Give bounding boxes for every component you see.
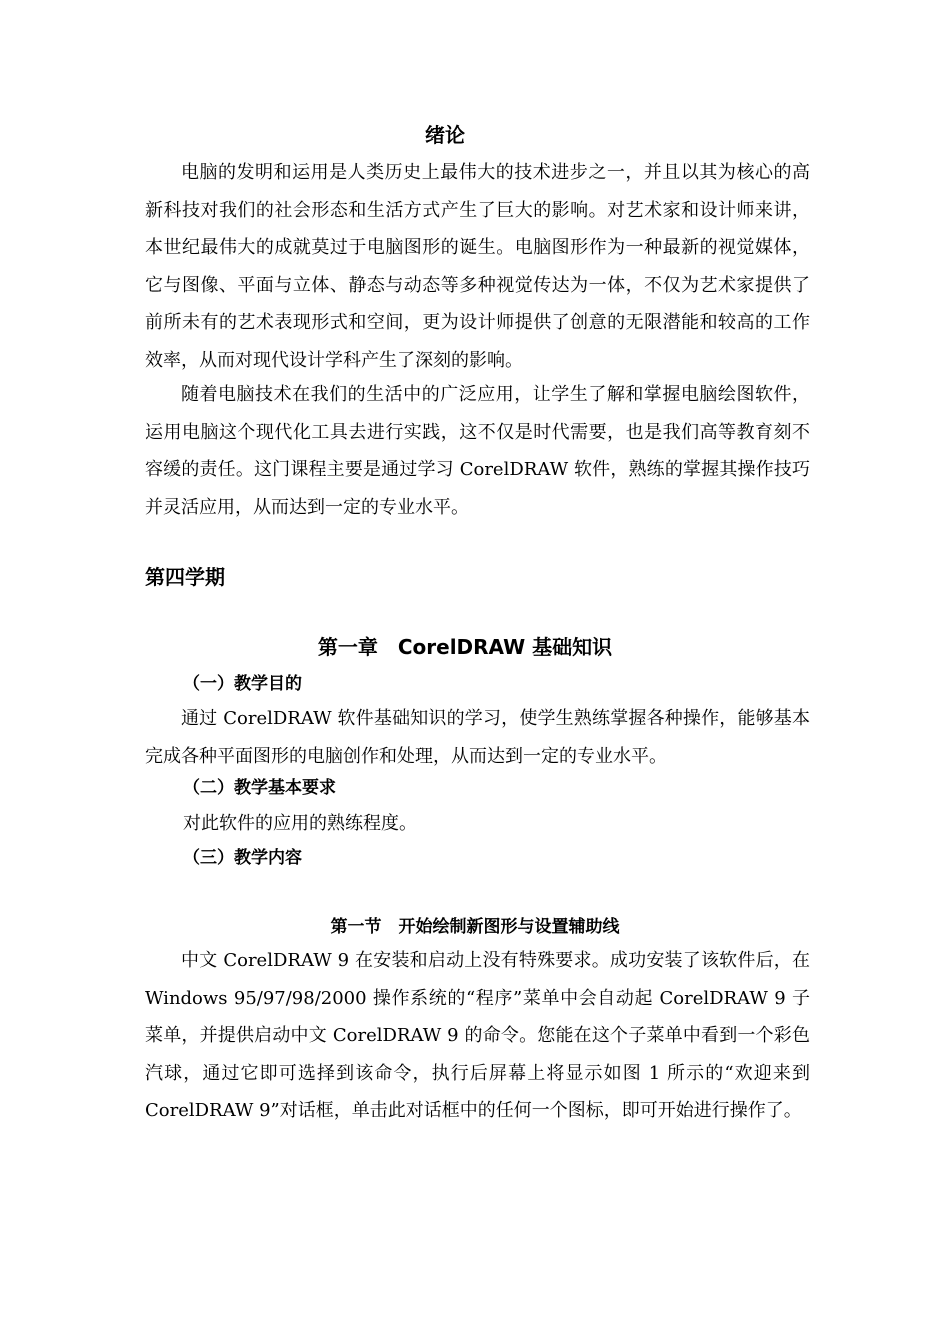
section-body: 中文 CorelDRAW 9 在安装和启动上没有特殊要求。成功安装了该软件后，在 Windows 95/97/98/2000 操作系统的“程序”菜单中会自动起 CorelDRAW 9 子菜单，并提供启动中文 CorelDRAW 9 的命令。您能在这个子菜单中看到一个彩色汽球，通过它即可选择到该命令，执行后屏幕上将显示如图 1 所示的“欢迎来到 CorelDRAW 9”对话框，单击此对话框中的任何一个图标，即可开始进行操作了。 bbox=[145, 950, 810, 1121]
semester-heading: 第四学期 bbox=[145, 565, 225, 589]
intro-paragraph-1: 电脑的发明和运用是人类历史上最伟大的技术进步之一，并且以其为核心的高新科技对我们的社会形态和生活方式产生了巨大的影响。对艺术家和设计师来讲，本世纪最伟大的成就莫过于电脑图形的诞生。电脑图形作为一种最新的视觉媒体，它与图像、平面与立体、静态与动态等多种视觉传达为一体，不仅为艺术家提供了前所未有的艺术表现形式和空间，更为设计师提供了创意的无限潜能和较高的工作效率，从而对现代设计学科产生了深刻的影响。 bbox=[145, 162, 810, 371]
requirement-text: 对此软件的应用的熟练程度。 bbox=[183, 813, 417, 834]
goal-text: 通过 CorelDRAW 软件基础知识的学习，使学生熟练掌握各种操作，能够基本完成各种平面图形的电脑创作和处理，从而达到一定的专业水平。 bbox=[145, 708, 810, 767]
content-heading: （三）教学内容 bbox=[183, 848, 302, 868]
requirement-heading: （二）教学基本要求 bbox=[183, 778, 336, 798]
section-title: 第一节 开始绘制新图形与设置辅助线 bbox=[330, 917, 620, 937]
chapter-title: 第一章 CorelDRAW 基础知识 bbox=[317, 635, 613, 659]
intro-paragraph-2: 随着电脑技术在我们的生活中的广泛应用，让学生了解和掌握电脑绘图软件，运用电脑这个现代化工具去进行实践，这不仅是时代需要，也是我们高等教育刻不容缓的责任。这门课程主要是通过学习 CorelDRAW 软件，熟练的掌握其操作技巧并灵活应用，从而达到一定的专业水平。 bbox=[145, 384, 810, 518]
goal-heading: （一）教学目的 bbox=[183, 674, 302, 694]
intro-title: 绪论 bbox=[425, 123, 465, 147]
